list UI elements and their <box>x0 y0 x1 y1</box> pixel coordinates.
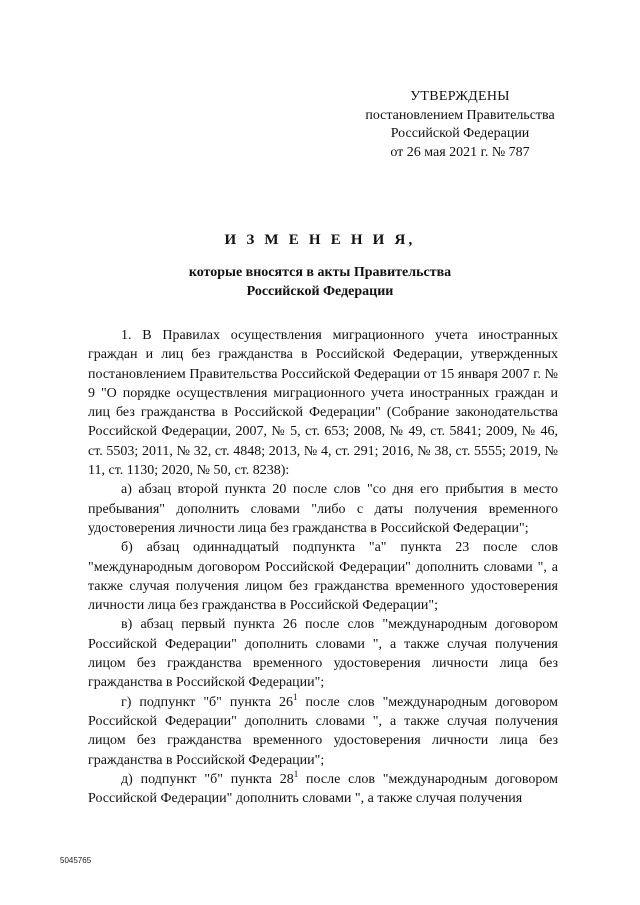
paragraph-text: после слов "международным договором Российской Федерации" дополнить словами ", а также случая получения лицом без гражданства временного удостоверения личности лица без гражданства в Российской Федерации"; <box>88 694 558 768</box>
paragraph-b: б) абзац одиннадцатый подпункта "а" пункта 23 после слов "международным договором Российской Федерации" дополнить словами ", а также случая получения лицом без гражданства временного удостоверения личности лица без гражданства в Российской Федерации"; <box>88 540 558 614</box>
paragraph-text: после слов "международным договором Российской Федерации" дополнить словами ", а также случая получения <box>88 771 558 807</box>
superscript: 1 <box>293 691 298 702</box>
subtitle-line: которые вносятся в акты Правительства <box>188 265 452 280</box>
approval-line: Российской Федерации <box>390 126 530 141</box>
approval-line: постановлением Правительства <box>365 107 555 123</box>
superscript: 1 <box>293 768 299 779</box>
paragraph-g <box>88 693 558 770</box>
document-subtitle <box>60 263 580 301</box>
approval-block <box>330 88 590 162</box>
paragraph-a: а) абзац второй пункта 20 после слов "со дня его прибытия в место пребывания" дополнить словами "либо с даты получения временного удостоверения личности лица без гражданства в Российской Федерации"; <box>88 482 558 536</box>
paragraph-text: г) подпункт "б" пункта 26 <box>121 694 294 710</box>
approval-date-number: от 26 мая 2021 г. № 787 <box>390 144 530 160</box>
approval-title: УТВЕРЖДЕНЫ <box>410 89 510 104</box>
subtitle-line: Российской Федерации <box>246 284 394 299</box>
paragraph-1: 1. В Правилах осуществления миграционного учета иностранных граждан и лиц без гражданства в Российской Федерации, утвержденных постановлением Правительства Российской Федерации от 15 января 2007 г. № 9 "О порядке осуществления миграционного учета иностранных граждан и лиц без гражданства в Российской Федерации" (Собрание законодательства Российской Федерации, 2007, № 5, ст. 653; 2008, № 49, ст. 5841; 2009, № 46, ст. 5503; 2011, № 32, ст. 4848; 2013, № 4, ст. 291; 2016, № 38, ст. 5555; 2019, № 11, ст. 1130; 2020, № 50, ст. 8238): <box>88 328 558 479</box>
document-code: 5045765 <box>60 856 92 865</box>
document-body <box>88 326 558 808</box>
document-title: И З М Е Н Е Н И Я, <box>224 232 416 248</box>
paragraph-v: в) абзац первый пункта 26 после слов "международным договором Российской Федерации" дополнить словами ", а также случая получения лицом без гражданства временного удостоверения личности лица без гражданства в Российской Федерации"; <box>88 617 558 691</box>
paragraph-d <box>88 770 558 809</box>
paragraph-text: д) подпункт "б" пункта 28 <box>121 771 294 787</box>
